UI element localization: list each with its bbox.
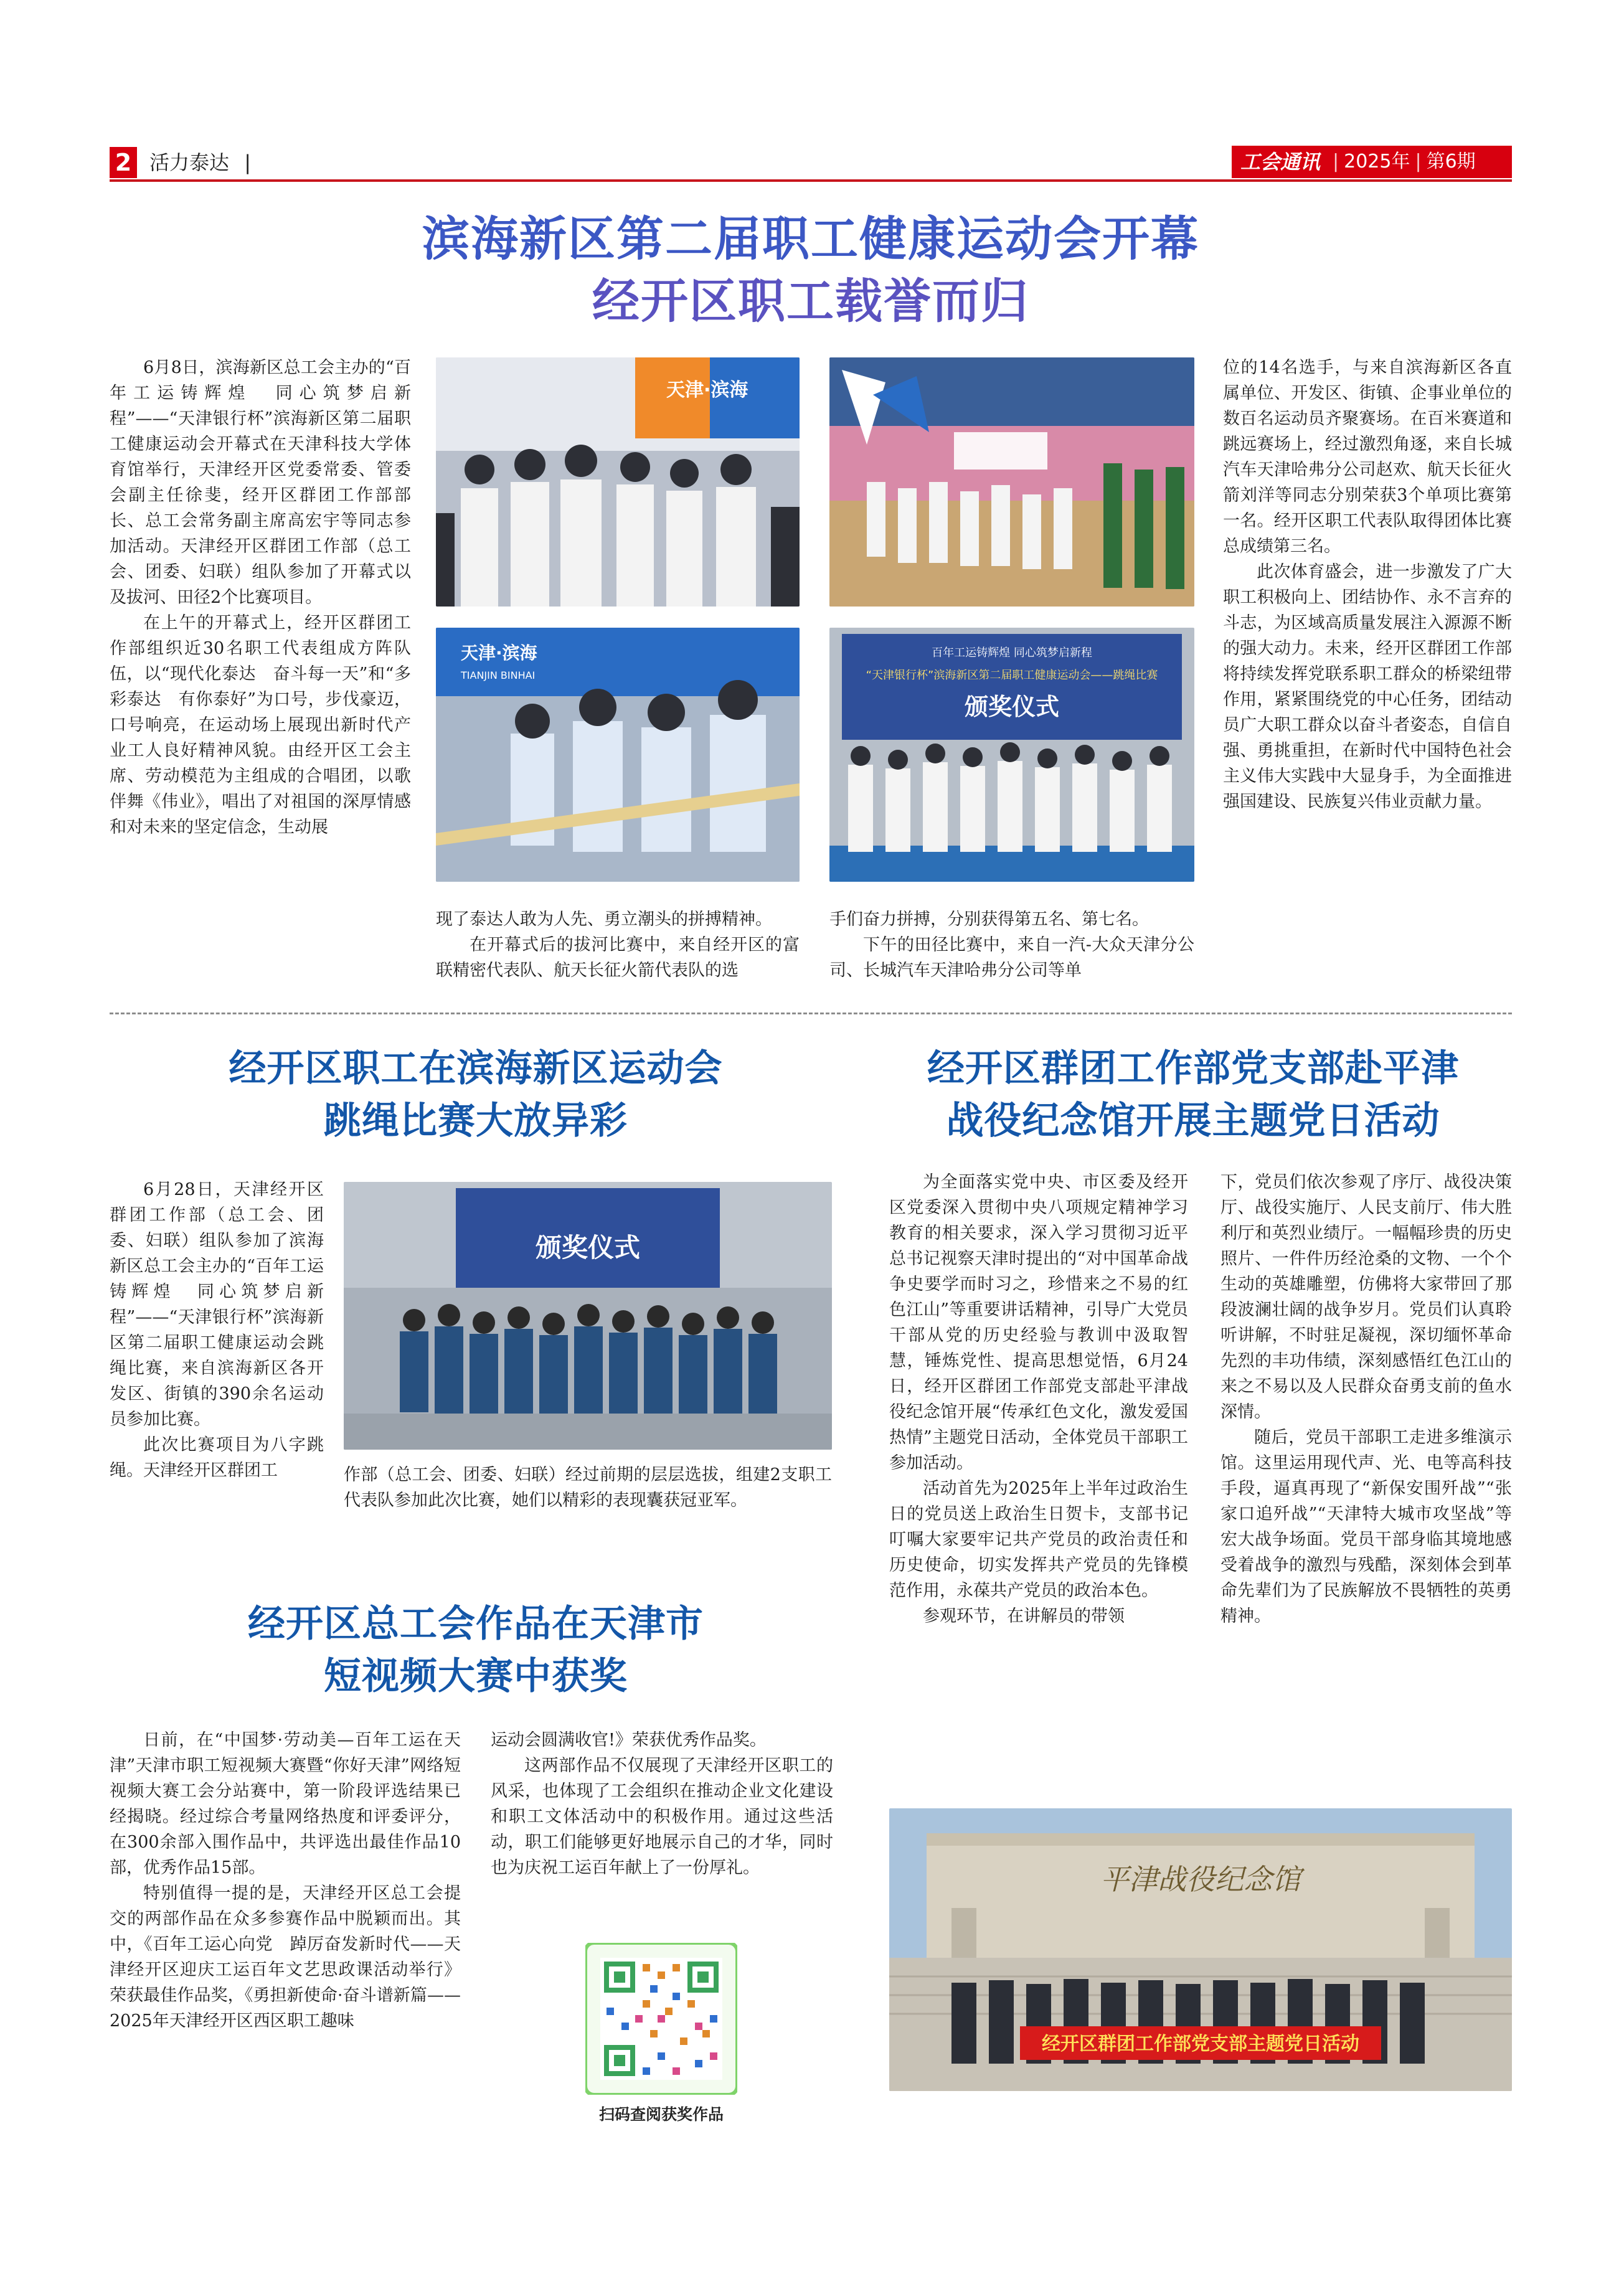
header-rule bbox=[110, 179, 1512, 182]
paragraph: 在上午的开幕式上，经开区群团工作部组织近30名职工代表组成方阵队伍，以“现代化泰达 奋斗每一天”和“多彩泰达 有你泰好”为口号，步伐豪迈，口号响亮，在运动场上展现出新时代产业工人良好精神风貌。由经开区工会主席、劳动模范为主组成的合唱团，以歌伴舞《伟业》，唱出了对祖国的深厚情感和对未来的坚定信念，生动展 bbox=[110, 613, 411, 837]
paragraph: 这两部作品不仅展现了天津经开区职工的风采，也体现了工会组织在推动企业文化建设和职工文体活动中的积极作用。通过这些活动，职工们能够更好地展示自己的才华，同时也为庆祝工运百年献上了一份厚礼。 bbox=[491, 1756, 833, 1877]
section-bar: | bbox=[244, 151, 251, 174]
article2-column2 bbox=[344, 1462, 832, 1513]
article3-column1 bbox=[110, 1727, 461, 2034]
masthead-year: 2025年 bbox=[1344, 151, 1410, 172]
paragraph: 参观环节，在讲解员的带领 bbox=[923, 1607, 1125, 1626]
page-number: 2 bbox=[110, 147, 137, 178]
article4-title-line2: 战役纪念馆开展主题党日活动 bbox=[946, 1099, 1440, 1143]
photo-parade bbox=[829, 357, 1194, 607]
article2-column1 bbox=[110, 1177, 324, 1483]
paragraph: 作部（总工会、团委、妇联）经过前期的层层选拔，组建2支职工代表队参加此次比赛，她们以精彩的表现囊获冠亚军。 bbox=[344, 1465, 832, 1510]
section-label bbox=[149, 148, 251, 177]
photo-banner-text: 经开区群团工作部党支部主题党日活动 bbox=[1042, 2033, 1359, 2055]
masthead-issue: 第6期 bbox=[1426, 151, 1476, 172]
masthead-logo: 工会通讯 bbox=[1240, 150, 1321, 174]
article4-column1 bbox=[889, 1169, 1188, 1629]
paragraph: 在开幕式后的拔河比赛中，来自经开区的富联精密代表队、航天长征火箭代表队的选 bbox=[436, 935, 800, 980]
paragraph: 特别值得一提的是，天津经开区总工会提交的两部作品在众多参赛作品中脱颖而出。其中，《百年工运心向党 踔厉奋发新时代——天津经开区迎庆工运百年文艺思政课活动举行》荣获最佳作品奖，《勇担新使命·奋斗谱新篇——2025年天津经开区西区职工趣味 bbox=[110, 1884, 461, 2031]
article1-column3 bbox=[829, 907, 1194, 983]
masthead bbox=[1232, 146, 1512, 178]
article1-column1 bbox=[110, 355, 411, 840]
photo-rope-skipping-team bbox=[344, 1182, 832, 1450]
paragraph: 位的14名选手，与来自滨海新区各直属单位、开发区、街镇、企事业单位的数百名运动员齐聚赛场。在百米赛道和跳远赛场上，经过激烈角逐，来自长城汽车天津哈弗分公司赵欢、航天长征火箭刘洋等同志分别荣获3个单项比赛第一名。经开区职工代表队取得团体比赛总成绩第三名。 bbox=[1223, 358, 1512, 556]
section-name: 活力泰达 bbox=[149, 151, 230, 174]
masthead-separator: | bbox=[1333, 151, 1339, 172]
qr-code[interactable] bbox=[585, 1943, 737, 2095]
banner-text-en: TIANJIN BINHAI bbox=[461, 669, 536, 681]
stage-text: 颁奖仪式 bbox=[535, 1232, 641, 1263]
qr-caption: 扫码查阅获奖作品 bbox=[598, 2105, 724, 2123]
paragraph: 为全面落实党中央、市区委及经开区党委深入贯彻中央八项规定精神学习教育的相关要求，深入学习贯彻习近平总书记视察天津时提出的“对中国革命战争史要学而时习之，珍惜来之不易的红色江山”等重要讲话精神，引导广大党员干部从党的历史经验与教训中汲取智慧，锤炼党性、提高思想觉悟，6月24日，经开区群团工作部党支部赴平津战役纪念馆开展“传承红色文化，激发爱国热情”主题党日活动，全体党员干部职工参加活动。 bbox=[889, 1173, 1188, 1473]
stage-text: 百年工运铸辉煌 同心筑梦启新程 bbox=[932, 646, 1092, 659]
photo-award-ceremony bbox=[829, 628, 1194, 882]
article4-column2 bbox=[1220, 1169, 1512, 1629]
paragraph: 下午的田径比赛中，来自一汽-大众天津分公司、长城汽车天津哈弗分公司等单 bbox=[829, 935, 1194, 980]
article1-column2 bbox=[436, 907, 800, 983]
article3-title-line1: 经开区总工会作品在天津市 bbox=[248, 1602, 704, 1646]
article4-title-line1: 经开区群团工作部党支部赴平津 bbox=[927, 1047, 1459, 1090]
masthead-separator: | bbox=[1415, 151, 1422, 172]
paragraph: 现了泰达人敢为人先、勇立潮头的拼搏精神。 bbox=[436, 910, 772, 929]
article1-column4 bbox=[1223, 355, 1512, 814]
section-divider bbox=[110, 1013, 1512, 1014]
article2-title-line1: 经开区职工在滨海新区运动会 bbox=[229, 1047, 723, 1090]
paragraph: 随后，党员干部职工走进多维演示馆。这里运用现代声、光、电等高科技手段，逼真再现了“新保安围歼战”“张家口追歼战”“天津特大城市攻坚战”等宏大战争场面。党员干部身临其境地感受着战争的激烈与残酷，深刻体会到革命先辈们为了民族解放不畏牺牲的英勇精神。 bbox=[1220, 1428, 1512, 1626]
paragraph: 下，党员们依次参观了序厅、战役决策厅、战役实施厅、人民支前厅、伟大胜利厅和英烈业绩厅。一幅幅珍贵的历史照片、一件件历经沧桑的文物、一个个生动的英雄雕塑，仿佛将大家带回了那段波澜壮阔的战争岁月。党员们认真聆听讲解，不时驻足凝视，深切缅怀革命先烈的丰功伟绩，深刻感悟红色江山的来之不易以及人民群众奋勇支前的鱼水深情。 bbox=[1220, 1173, 1512, 1422]
stage-text: “天津银行杯”滨海新区第二届职工健康运动会——跳绳比赛 bbox=[866, 669, 1158, 682]
article1-title-line1: 滨海新区第二届职工健康运动会开幕 bbox=[422, 211, 1199, 267]
paragraph: 运动会圆满收官!》荣获优秀作品奖。 bbox=[491, 1730, 767, 1750]
paragraph: 此次体育盛会，进一步激发了广大职工积极向上、团结协作、永不言弃的斗志，为区域高质量发展注入源源不断的强大动力。未来，经开区群团工作部将持续发挥党联系职工群众的桥梁纽带作用，紧紧围绕党的中心任务，团结动员广大职工群众以奋斗者姿态，自信自强、勇挑重担，在新时代中国特色社会主义伟大实践中大显身手，为全面推进强国建设、民族复兴伟业贡献力量。 bbox=[1223, 562, 1512, 811]
paragraph: 6月8日，滨海新区总工会主办的“百年工运铸辉煌 同心筑梦启新程”——“天津银行杯”滨海新区第二届职工健康运动会开幕式在天津科技大学体育馆举行，天津经开区党委常委、管委会副主任徐斐，经开区群团工作部部长、总工会常务副主席高宏宇等同志参加活动。天津经开区群团工作部（总工会、团委、妇联）组队参加了开幕式以及拔河、田径2个比赛项目。 bbox=[110, 358, 411, 607]
photo-opening-ceremony bbox=[436, 357, 800, 607]
banner-text: 天津·滨海 bbox=[666, 379, 748, 401]
banner-text: 天津·滨海 bbox=[461, 643, 537, 663]
article3-column2 bbox=[491, 1727, 833, 1881]
paragraph: 6月28日，天津经开区群团工作部（总工会、团委、妇联）组队参加了滨海新区总工会主办的“百年工运铸辉煌 同心筑梦启新程”——“天津银行杯”滨海新区第二届职工健康运动会跳绳比赛，来自滨海新区各开发区、街镇的390余名运动员参加比赛。 bbox=[110, 1180, 324, 1429]
stage-text: 颁奖仪式 bbox=[964, 693, 1060, 720]
article1-title-line2: 经开区职工载誉而归 bbox=[592, 273, 1029, 329]
paragraph: 活动首先为2025年上半年过政治生日的党员送上政治生日贺卡，支部书记叮嘱大家要牢记共产党员的政治责任和历史使命，切实发挥共产党员的先锋模范作用，永葆共产党员的政治本色。 bbox=[889, 1479, 1188, 1600]
article2-title-line2: 跳绳比赛大放异彩 bbox=[324, 1099, 628, 1143]
photo-tug-of-war bbox=[436, 628, 800, 882]
article3-title-line2: 短视频大赛中获奖 bbox=[324, 1655, 628, 1698]
paragraph: 此次比赛项目为八字跳绳。天津经开区群团工 bbox=[110, 1435, 324, 1480]
museum-sign: 平津战役纪念馆 bbox=[1100, 1863, 1301, 1896]
photo-memorial-group bbox=[889, 1808, 1512, 2091]
paragraph: 手们奋力拼搏，分别获得第五名、第七名。 bbox=[829, 910, 1149, 929]
paragraph: 日前，在“中国梦·劳动美—百年工运在天津”天津市职工短视频大赛暨“你好天津”网络短视频大赛工会分站赛中，第一阶段评选结果已经揭晓。经过综合考量网络热度和评委评分，在300余部入围作品中，共评选出最佳作品10部，优秀作品15部。 bbox=[110, 1730, 461, 1877]
